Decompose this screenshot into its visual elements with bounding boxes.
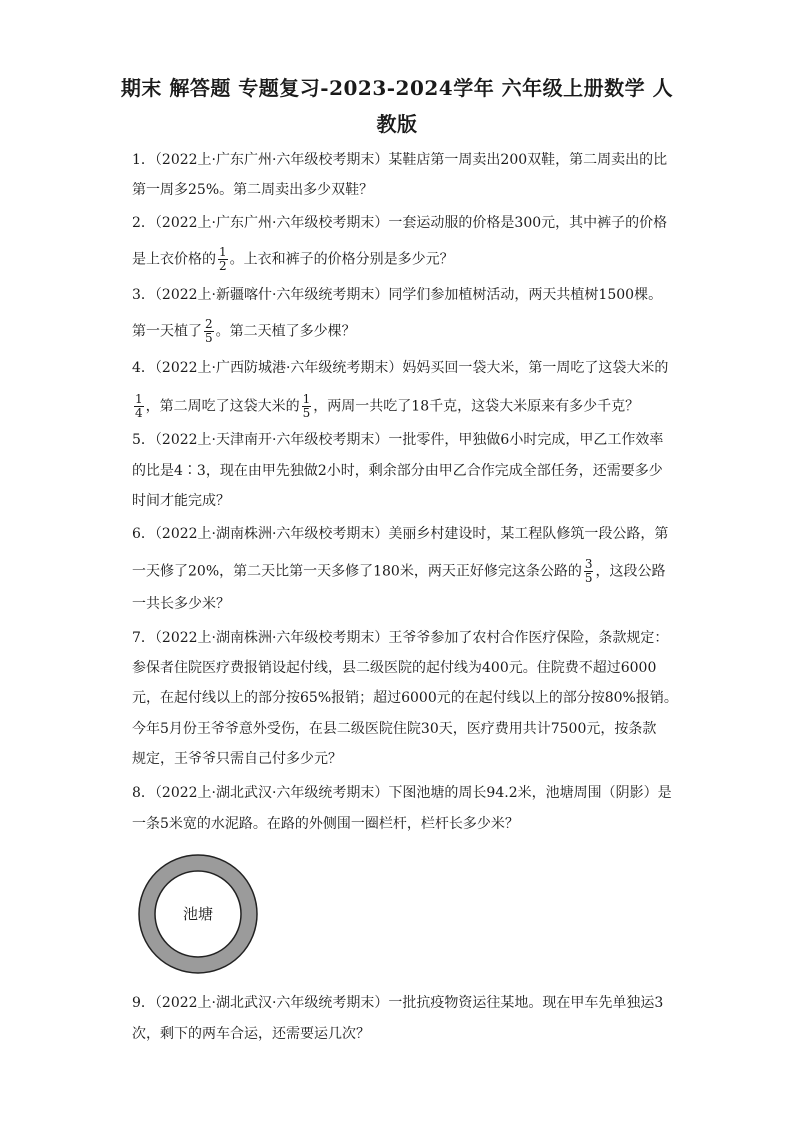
fraction-one-fifth — [302, 393, 312, 420]
question-6-line-2 — [132, 558, 672, 585]
question-2-text-a: 是上衣价格的 — [132, 251, 216, 268]
question-9-line-2: 次，剩下的两车合运，还需要运几次？ — [132, 1026, 370, 1042]
question-7-line-2: 参保者住院医疗费报销设起付线，县二级医院的起付线为400元。住院费不超过6000 — [132, 660, 657, 676]
fraction-numerator: 1 — [219, 245, 227, 259]
question-6-text-b: ，这段公路 — [595, 563, 666, 580]
question-5-line-2: 的比是4∶3，现在由甲先独做2小时，剩余部分由甲乙合作完成全部任务，还需要多少 — [132, 463, 663, 479]
question-4-line-1: 4．（2022上·广西防城港·六年级统考期末）妈妈买回一袋大米，第一周吃了这袋大米的 — [132, 360, 669, 376]
fraction-denominator: 5 — [302, 406, 311, 420]
question-8-line-2: 一条5米宽的水泥路。在路的外侧围一圈栏杆，栏杆长多少米？ — [132, 816, 519, 832]
fraction-denominator: 5 — [205, 331, 213, 345]
fraction-three-fifths — [584, 558, 594, 585]
fraction-numerator: 3 — [584, 557, 593, 571]
fraction-denominator: 2 — [219, 259, 227, 273]
fraction-one-half — [218, 246, 228, 273]
pond-label: 池塘 — [182, 905, 214, 923]
fraction-two-fifths — [204, 318, 214, 345]
pond-ring-figure — [137, 853, 259, 975]
fraction-numerator: 1 — [135, 392, 143, 406]
question-6-text-a: 一天修了20%，第二天比第一天多修了180米，两天正好修完这条公路的 — [132, 563, 582, 580]
question-7-line-3: 元，在起付线以上的部分按65%报销；超过6000元的在起付线以上的部分按80%报销。 — [132, 690, 678, 706]
question-7-line-4: 今年5月份王爷爷意外受伤，在县二级医院住院30天，医疗费用共计7500元，按条款 — [132, 721, 657, 737]
question-5-line-1: 5．（2022上·天津南开·六年级校考期末）一批零件，甲独做6小时完成，甲乙工作效率 — [132, 432, 664, 448]
question-9-line-1: 9．（2022上·湖北武汉·六年级统考期末）一批抗疫物资运往某地。现在甲车先单独运3 — [132, 995, 664, 1011]
fraction-denominator: 4 — [135, 406, 143, 420]
question-6-line-1: 6．（2022上·湖南株洲·六年级校考期末）美丽乡村建设时，某工程队修筑一段公路，第 — [132, 526, 669, 542]
fraction-denominator: 5 — [584, 571, 593, 585]
question-4-text-b: ，两周一共吃了18千克，这袋大米原来有多少千克？ — [313, 398, 640, 415]
page-title-line-1: 期末 解答题 专题复习-2023-2024学年 六年级上册数学 人 — [120, 76, 674, 100]
question-2-text-b: 。上衣和裤子的价格分别是多少元？ — [229, 251, 454, 268]
fraction-one-quarter — [134, 393, 144, 420]
page-title-line-2: 教版 — [376, 112, 418, 136]
question-3-line-1: 3．（2022上·新疆喀什·六年级统考期末）同学们参加植树活动，两天共植树1500棵。 — [132, 287, 663, 303]
question-4-line-2 — [132, 393, 672, 420]
question-2-line-1: 2．（2022上·广东广州·六年级校考期末）一套运动服的价格是300元，其中裤子的价格 — [132, 215, 668, 231]
fraction-numerator: 2 — [205, 317, 213, 331]
question-8-line-1: 8．（2022上·湖北武汉·六年级统考期末）下图池塘的周长94.2米，池塘周围（阴影）是 — [132, 785, 672, 801]
question-2-line-2 — [132, 246, 672, 273]
question-3-line-2 — [132, 318, 672, 345]
question-7-line-5: 规定，王爷爷只需自己付多少元？ — [132, 751, 342, 767]
question-1-line-1: 1．（2022上·广东广州·六年级校考期末）某鞋店第一周卖出200双鞋，第二周卖出的比 — [132, 152, 668, 168]
question-3-text-a: 第一天植了 — [132, 323, 202, 340]
question-6-line-3: 一共长多少米？ — [132, 596, 230, 612]
question-3-text-b: 。第二天植了多少棵？ — [215, 323, 356, 340]
fraction-numerator: 1 — [302, 392, 311, 406]
question-1-line-2: 第一周多25%。第二周卖出多少双鞋？ — [132, 182, 374, 198]
question-5-line-3: 时间才能完成？ — [132, 493, 230, 509]
question-4-text-a: ，第二周吃了这袋大米的 — [145, 398, 300, 415]
question-7-line-1: 7．（2022上·湖南株洲·六年级校考期末）王爷爷参加了农村合作医疗保险，条款规定： — [132, 630, 669, 646]
